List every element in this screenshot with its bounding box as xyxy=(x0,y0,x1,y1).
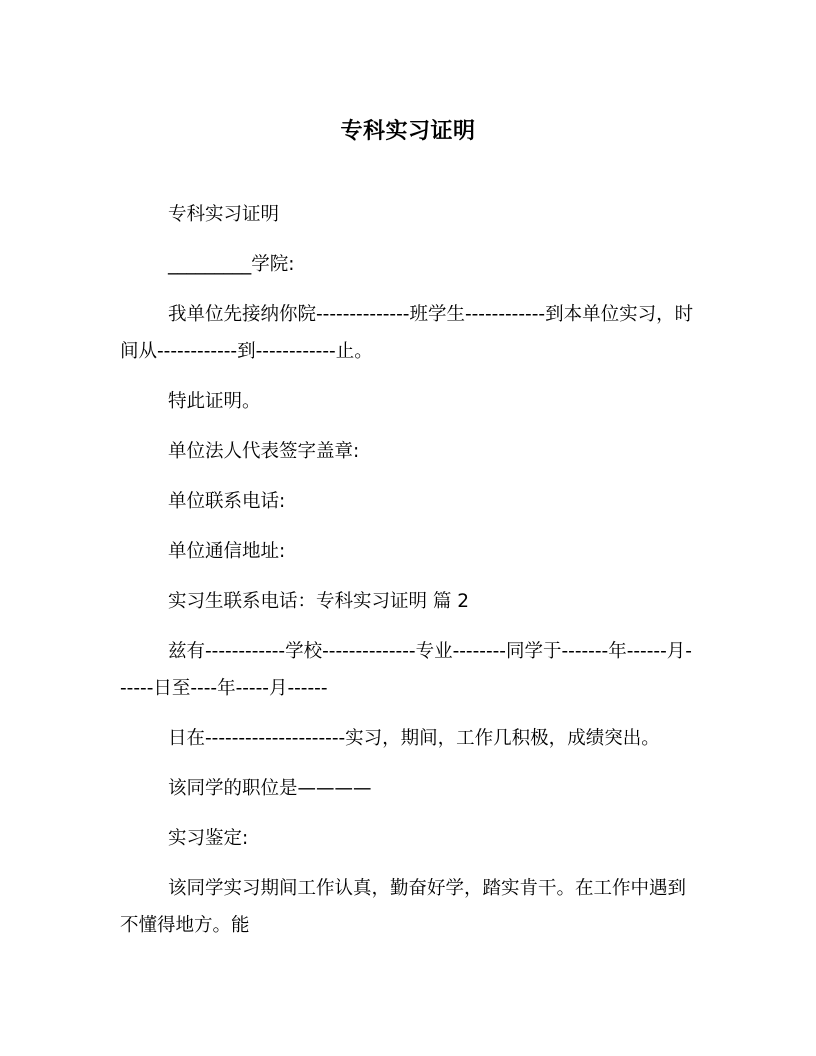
paragraph-acceptance: 我单位先接纳你院--------------班学生------------到本单位实习，时间从------------到------------止。 xyxy=(120,304,694,362)
paragraph-addressee: _________学院: xyxy=(168,254,295,275)
paragraph-appraisal-text: 该同学实习期间工作认真，勤奋好学，踏实肯干。在工作中遇到不懂得地方。能 xyxy=(120,878,687,936)
paragraph-heading: 专科实习证明 xyxy=(168,204,280,225)
paragraph-internship-performance: 日在---------------------实习，期间，工作几积极，成绩突出。 xyxy=(168,728,660,749)
paragraph-appraisal-heading: 实习鉴定: xyxy=(168,828,249,849)
document-body xyxy=(120,196,696,957)
paragraph-certify: 特此证明。 xyxy=(168,391,261,412)
paragraph-legal-rep-signature: 单位法人代表签字盖章: xyxy=(168,441,360,462)
paragraph-unit-address: 单位通信地址: xyxy=(168,541,286,562)
paragraph-position: 该同学的职位是———— xyxy=(168,778,372,799)
document-title: 专科实习证明 xyxy=(340,119,476,144)
paragraph-intern-phone: 实习生联系电话：专科实习证明 篇 2 xyxy=(168,591,470,612)
paragraph-student-info: 兹有------------学校--------------专业--------同学于-------年------月------日至----年-----月------ xyxy=(120,641,692,699)
paragraph-unit-phone: 单位联系电话: xyxy=(168,491,286,512)
